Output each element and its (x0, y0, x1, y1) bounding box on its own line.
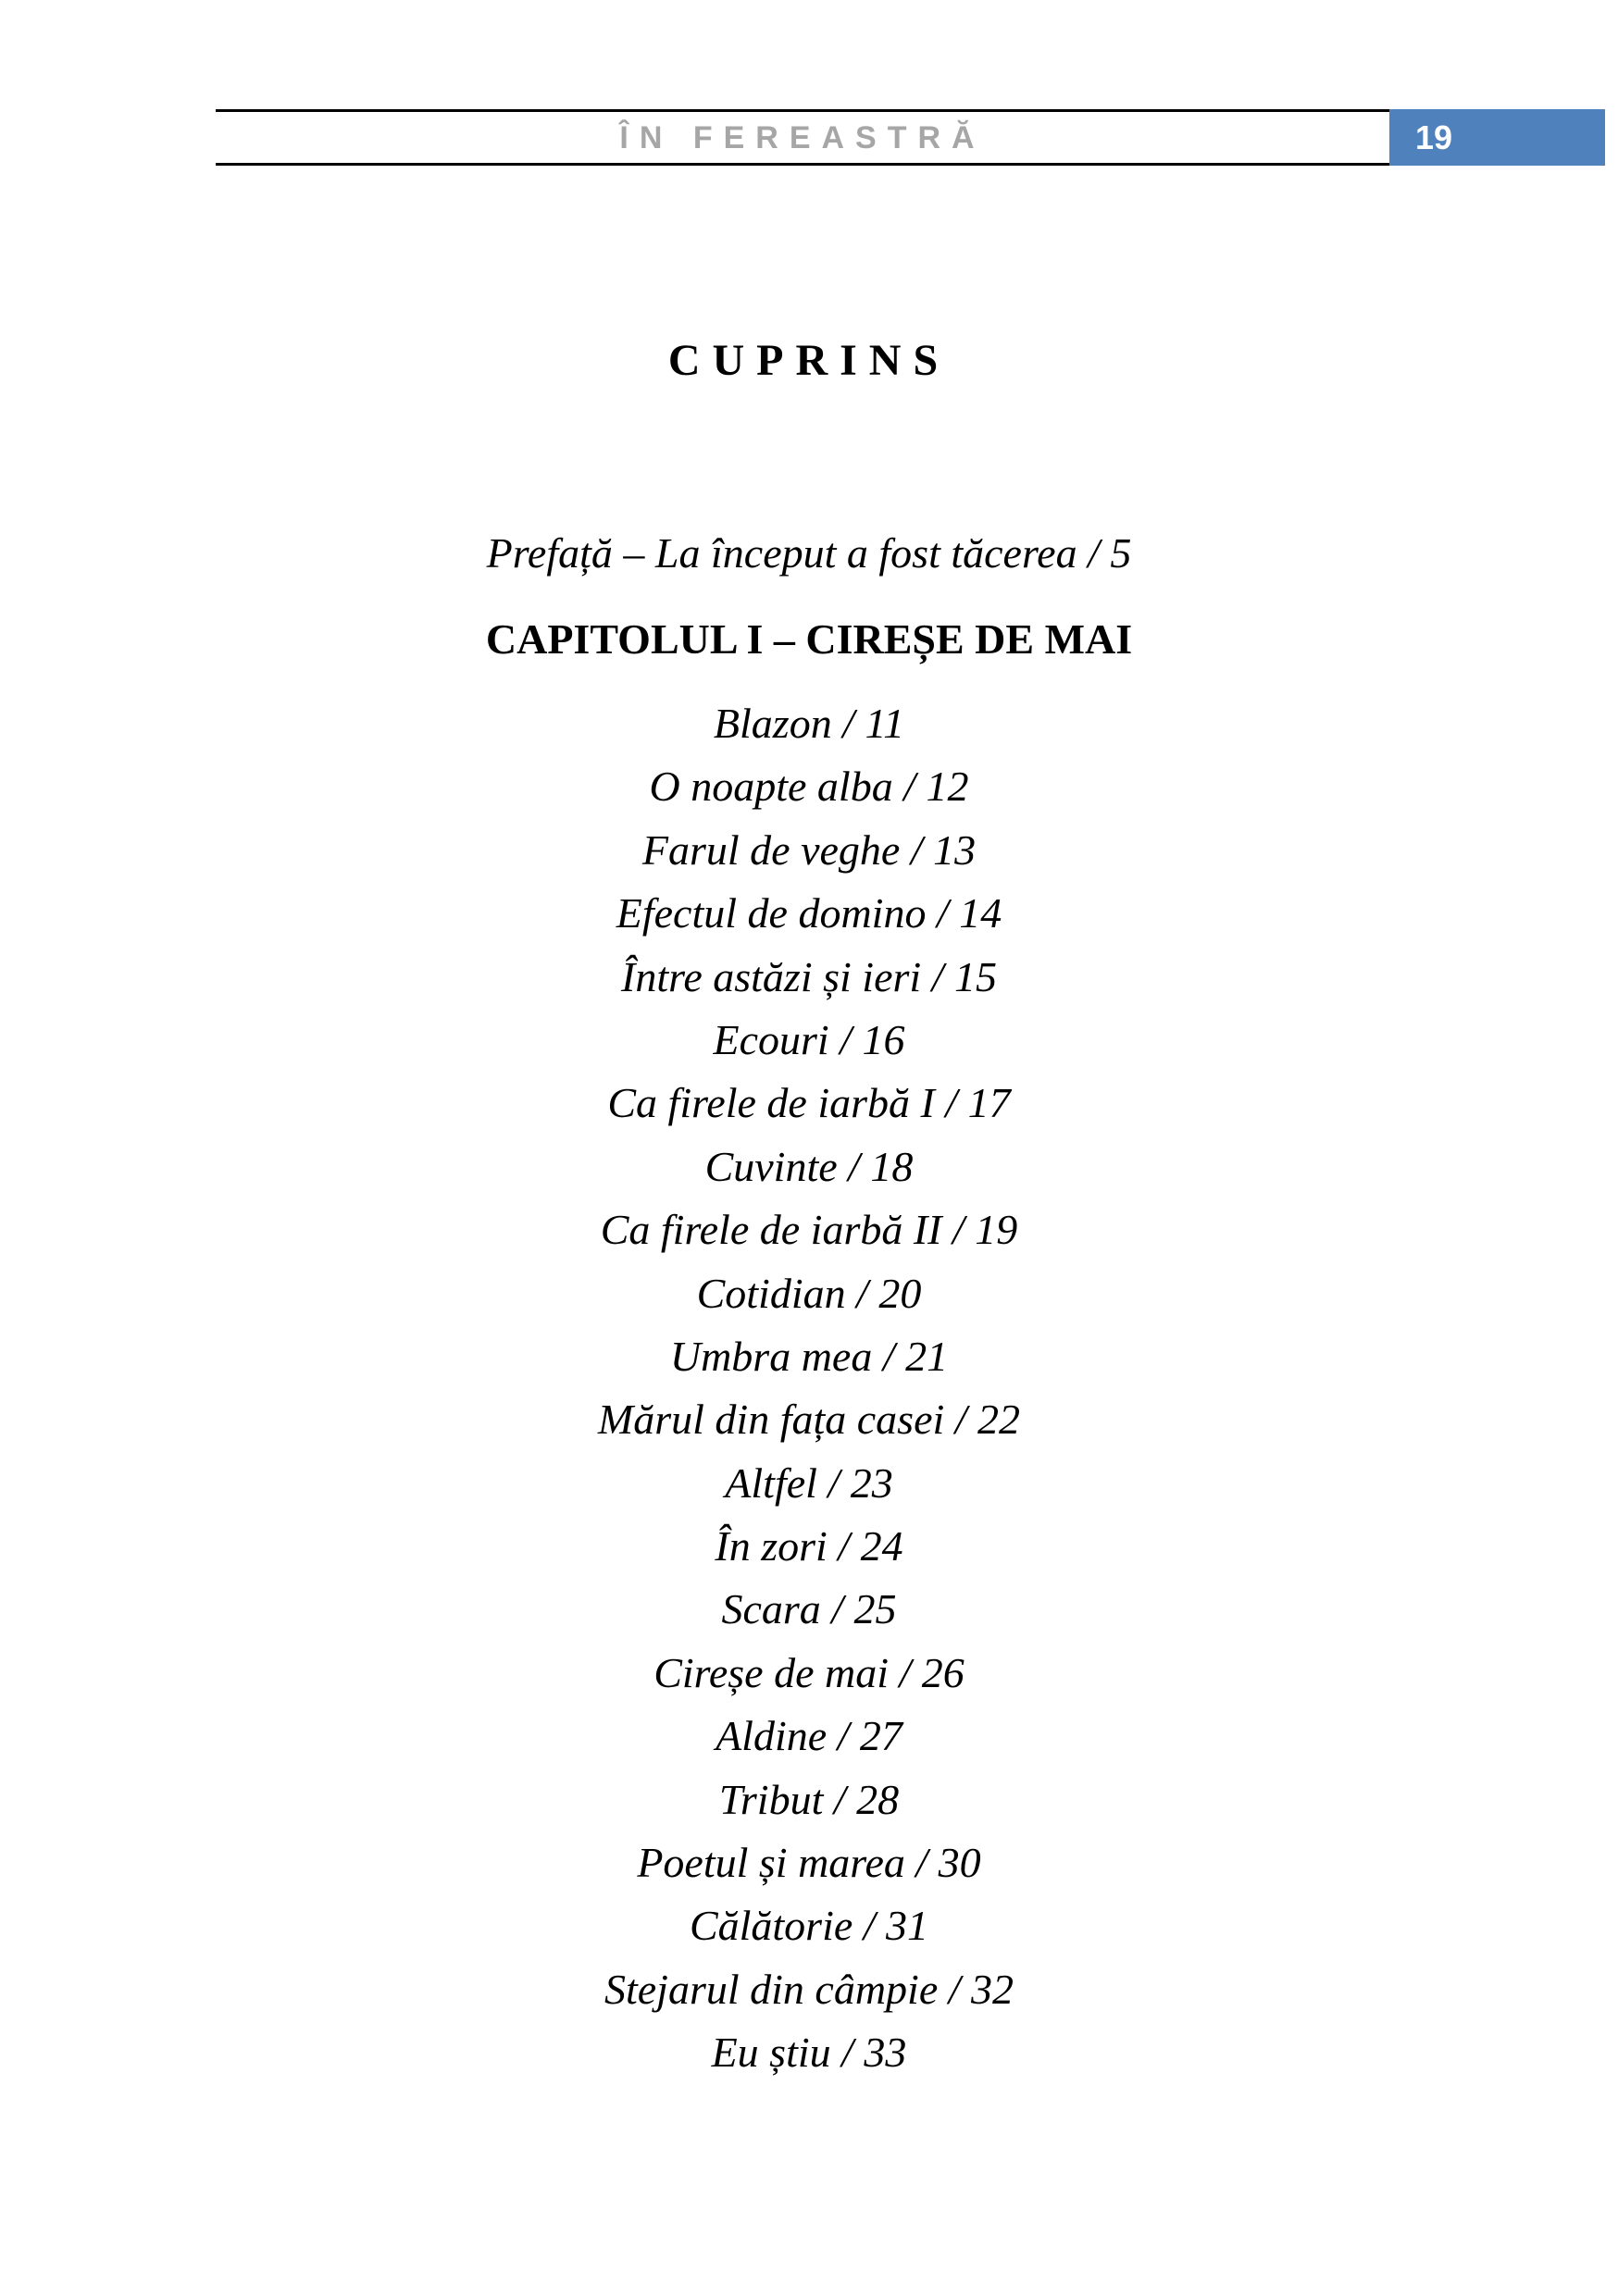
toc-entry: Stejarul din câmpie / 32 (604, 1965, 1014, 2013)
toc-entry: Aldine / 27 (716, 1712, 902, 1760)
toc-entry: Altfel / 23 (725, 1458, 893, 1507)
toc-entry: Călătorie / 31 (689, 1902, 929, 1950)
toc-entry: Blazon / 11 (713, 700, 905, 747)
running-title: ÎN FEREASTRĂ (619, 120, 986, 155)
toc-entry: Ecouri / 16 (713, 1015, 905, 1063)
toc-entry: O noapte alba / 12 (649, 763, 969, 811)
toc-entry: Tribut / 28 (718, 1775, 900, 1823)
contents-title: CUPRINS (667, 336, 951, 385)
chapter-heading: CAPITOLUL I – CIREȘE DE MAI (485, 615, 1133, 663)
toc-entry: Mărul din fața casei / 22 (597, 1396, 1021, 1444)
toc-entry: Eu știu / 33 (711, 2029, 907, 2077)
toc-entry: Cuvinte / 18 (704, 1142, 914, 1190)
toc-entry: Cireșe de mai / 26 (653, 1648, 965, 1696)
toc-entry: În zori / 24 (715, 1522, 903, 1570)
running-header (0, 0, 1618, 185)
toc-entry: Poetul și marea / 30 (637, 1839, 981, 1887)
toc-entry: Cotidian / 20 (696, 1269, 922, 1317)
toc-entry: Ca firele de iarbă I / 17 (607, 1079, 1011, 1127)
toc-entry: Efectul de domino / 14 (616, 889, 1002, 937)
toc-entry: Farul de veghe / 13 (641, 825, 977, 874)
page-number: 19 (1415, 118, 1453, 156)
header-rule-bottom (216, 163, 1389, 166)
toc-preface-entry: Prefață – La început a fost tăcerea / 5 (486, 529, 1132, 577)
toc-entry: Umbra mea / 21 (669, 1332, 949, 1380)
toc-entry: Scara / 25 (721, 1585, 897, 1633)
header-rule-top (216, 109, 1389, 112)
toc-list (0, 692, 1618, 2085)
toc-entry: Între astăzi și ieri / 15 (621, 952, 997, 1000)
page-number-box (1389, 109, 1605, 166)
toc-entry: Ca firele de iarbă II / 19 (600, 1206, 1018, 1254)
